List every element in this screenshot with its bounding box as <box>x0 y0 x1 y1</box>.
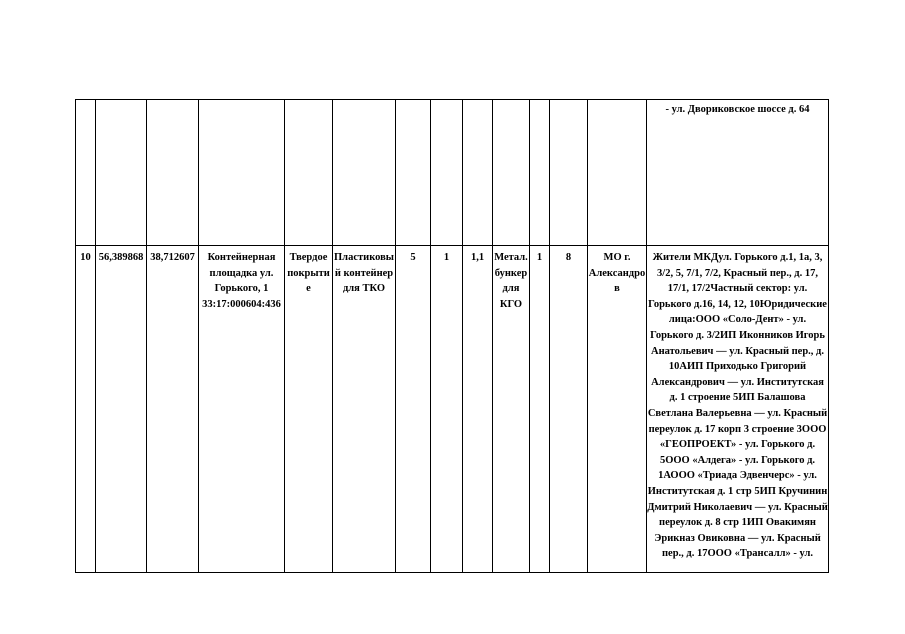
cell-lat: 56,389868 <box>96 246 147 573</box>
cell-site <box>199 100 285 246</box>
cell-bunker: Метал. бункер для КГО <box>493 246 530 573</box>
cell-bunker-count: 1 <box>530 246 550 573</box>
table-row <box>76 100 829 246</box>
cell-bunker-volume <box>550 100 588 246</box>
cell-volume: 1,1 <box>463 246 493 573</box>
registry-table <box>75 99 829 573</box>
cell-surface: Твердое покрытие <box>285 246 333 573</box>
cell-surface <box>285 100 333 246</box>
cell-bunker-count <box>530 100 550 246</box>
cell-residents: Жители МКДул. Горького д.1, 1а, 3, 3/2, 5, 7/1, 7/2, Красный пер., д. 17, 17/1, 17/2Частный сектор: ул. Горького д.16, 14, 12, 10Юридические лица:ООО «Соло-Дент» - ул. Горького д. 3/2ИП Иконников Игорь Анатольевич — ул. Красный пер., д. 10АИП Приходько Григорий Александрович — ул. Институтская д. 1 строение 5ИП Балашова Светлана Валерьевна — ул. Красный переулок д. 17 корп 3 строение 3ООО «ГЕОПРОЕКТ» - ул. Горького д. 5ООО «Алдега» - ул. Горького д. 1АООО «Триада Эдвенчерс» - ул. Институтская д. 1 стр 5ИП Кручинин Дмитрий Николаевич — ул. Красный переулок д. 8 стр 1ИП Овакимян Эрикназ Овиковна — ул. Красный пер., д. 17ООО «Трансалл» - ул. <box>647 246 829 573</box>
cell-owner <box>588 100 647 246</box>
cell-residents: - ул. Двориковское шоссе д. 64 <box>647 100 829 246</box>
cell-container-type <box>333 100 396 246</box>
cell-site: Контейнерная площадка ул. Горького, 1 33:17:000604:436 <box>199 246 285 573</box>
cell-count-a <box>396 100 431 246</box>
cell-volume <box>463 100 493 246</box>
cell-owner: МО г. Александров <box>588 246 647 573</box>
cell-lat <box>96 100 147 246</box>
cell-bunker <box>493 100 530 246</box>
cell-bunker-volume: 8 <box>550 246 588 573</box>
cell-count-a: 5 <box>396 246 431 573</box>
cell-lon <box>147 100 199 246</box>
table-row <box>76 246 829 573</box>
cell-count-b: 1 <box>431 246 463 573</box>
cell-container-type: Пластиковый контейнер для ТКО <box>333 246 396 573</box>
cell-no: 10 <box>76 246 96 573</box>
cell-lon: 38,712607 <box>147 246 199 573</box>
cell-no <box>76 100 96 246</box>
cell-count-b <box>431 100 463 246</box>
